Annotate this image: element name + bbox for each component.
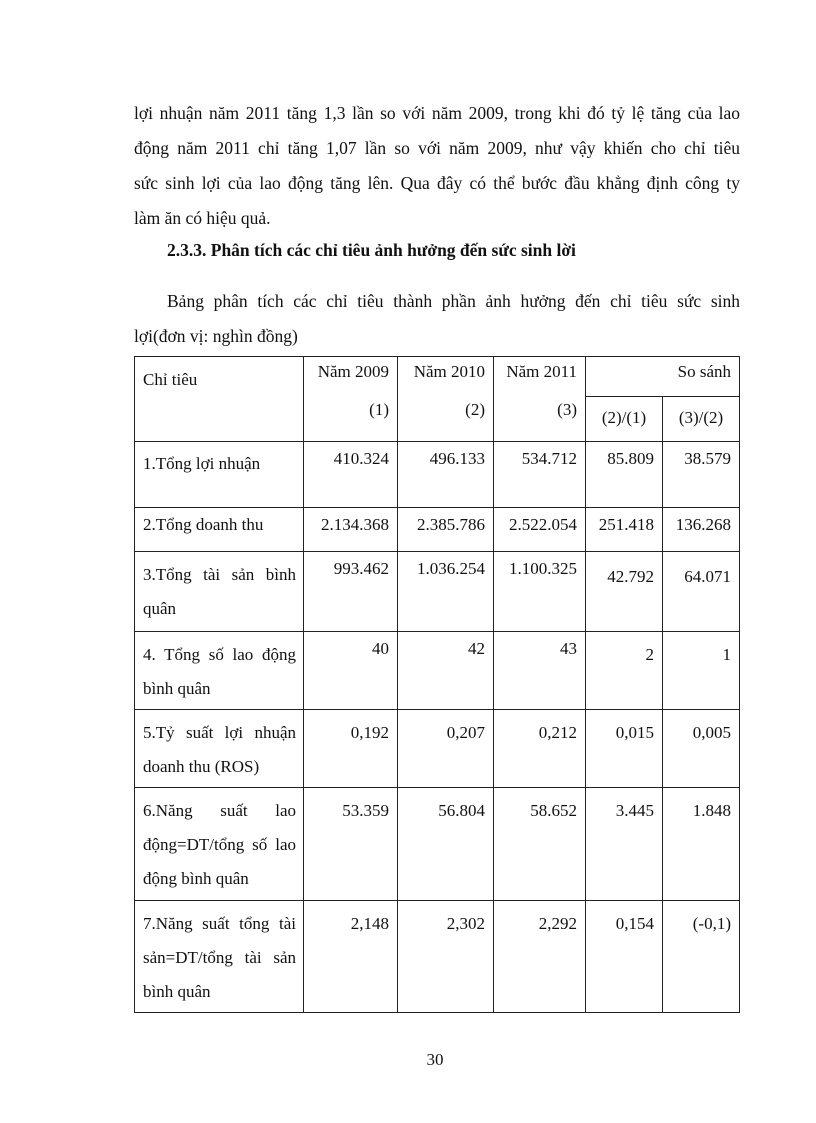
cell-2011: 58.652 xyxy=(494,788,586,901)
cell-compare-2: 1 xyxy=(663,632,740,710)
header-2011 xyxy=(494,357,586,442)
analysis-table xyxy=(134,356,740,1013)
cell-2009: 410.324 xyxy=(304,442,398,508)
cell-compare-1: 2 xyxy=(586,632,663,710)
text-line: động năm 2011 chỉ tăng 1,07 lần so với năm 2009, như vậy khiến cho chỉ tiêu xyxy=(134,138,740,158)
row-label: 1.Tổng lợi nhuận xyxy=(135,442,304,508)
table-row xyxy=(135,632,740,710)
cell-2011: 0,212 xyxy=(494,710,586,788)
text-line: lợi nhuận năm 2011 tăng 1,3 lần so với năm 2009, trong khi đó tỷ lệ tăng của lao xyxy=(134,103,740,123)
header-2009-label: Năm 2009 xyxy=(317,362,389,381)
table-row xyxy=(135,508,740,552)
page-number: 30 xyxy=(426,1050,444,1069)
text-line: Bảng phân tích các chỉ tiêu thành phần ảnh hưởng đến chỉ tiêu sức sinh xyxy=(167,291,740,311)
cell-2009: 40 xyxy=(304,632,398,710)
cell-compare-1: 85.809 xyxy=(586,442,663,508)
cell-2011: 1.100.325 xyxy=(494,552,586,632)
cell-2011: 43 xyxy=(494,632,586,710)
header-compare-2-1: (2)/(1) xyxy=(586,397,663,442)
cell-compare-2: 1.848 xyxy=(663,788,740,901)
cell-2009: 2.134.368 xyxy=(304,508,398,552)
header-indicator: Chỉ tiêu xyxy=(135,357,304,442)
cell-2011: 2,292 xyxy=(494,901,586,1013)
cell-compare-1: 251.418 xyxy=(586,508,663,552)
cell-2011: 2.522.054 xyxy=(494,508,586,552)
header-2010 xyxy=(398,357,494,442)
row-label: 5.Tỷ suất lợi nhuận doanh thu (ROS) xyxy=(135,710,304,788)
table-row xyxy=(135,442,740,508)
row-label: 3.Tổng tài sản bình quân xyxy=(135,552,304,632)
cell-2009: 0,192 xyxy=(304,710,398,788)
cell-2010: 0,207 xyxy=(398,710,494,788)
text-line: lợi(đơn vị: nghìn đồng) xyxy=(134,326,298,346)
cell-compare-2: 64.071 xyxy=(663,552,740,632)
cell-compare-2: 136.268 xyxy=(663,508,740,552)
cell-compare-2: 0,005 xyxy=(663,710,740,788)
section-heading: 2.3.3. Phân tích các chỉ tiêu ảnh hưởng đến sức sinh lời xyxy=(167,240,576,260)
header-2010-label: Năm 2010 xyxy=(413,362,485,381)
header-2011-label: Năm 2011 xyxy=(506,362,577,381)
cell-compare-1: 0,015 xyxy=(586,710,663,788)
table-row xyxy=(135,710,740,788)
header-compare: So sánh xyxy=(586,357,740,397)
row-label: 2.Tổng doanh thu xyxy=(135,508,304,552)
header-2011-sub: (3) xyxy=(557,400,577,419)
cell-2010: 496.133 xyxy=(398,442,494,508)
cell-compare-1: 42.792 xyxy=(586,552,663,632)
cell-2010: 2.385.786 xyxy=(398,508,494,552)
header-2009-sub: (1) xyxy=(369,400,389,419)
table-row xyxy=(135,788,740,901)
header-2010-sub: (2) xyxy=(465,400,485,419)
row-label: 6.Năng suất lao động=DT/tổng số lao động bình quân xyxy=(135,788,304,901)
row-label: 4. Tổng số lao động bình quân xyxy=(135,632,304,710)
header-compare-3-2: (3)/(2) xyxy=(663,397,740,442)
cell-compare-2: (-0,1) xyxy=(663,901,740,1013)
cell-2010: 56.804 xyxy=(398,788,494,901)
row-label: 7.Năng suất tổng tài sản=DT/tổng tài sản bình quân xyxy=(135,901,304,1013)
cell-2009: 2,148 xyxy=(304,901,398,1013)
text-line: làm ăn có hiệu quả. xyxy=(134,208,271,228)
paragraph-table-caption xyxy=(134,284,740,354)
cell-compare-2: 38.579 xyxy=(663,442,740,508)
cell-compare-1: 0,154 xyxy=(586,901,663,1013)
table-row xyxy=(135,901,740,1013)
cell-2010: 42 xyxy=(398,632,494,710)
cell-compare-1: 3.445 xyxy=(586,788,663,901)
header-2009 xyxy=(304,357,398,442)
text-line: sức sinh lợi của lao động tăng lên. Qua đây có thể bước đầu khẳng định công ty xyxy=(134,173,740,193)
cell-2010: 2,302 xyxy=(398,901,494,1013)
cell-2010: 1.036.254 xyxy=(398,552,494,632)
cell-2011: 534.712 xyxy=(494,442,586,508)
paragraph-intro xyxy=(134,96,740,236)
cell-2009: 53.359 xyxy=(304,788,398,901)
table-header-row xyxy=(135,357,740,397)
cell-2009: 993.462 xyxy=(304,552,398,632)
table-row xyxy=(135,552,740,632)
